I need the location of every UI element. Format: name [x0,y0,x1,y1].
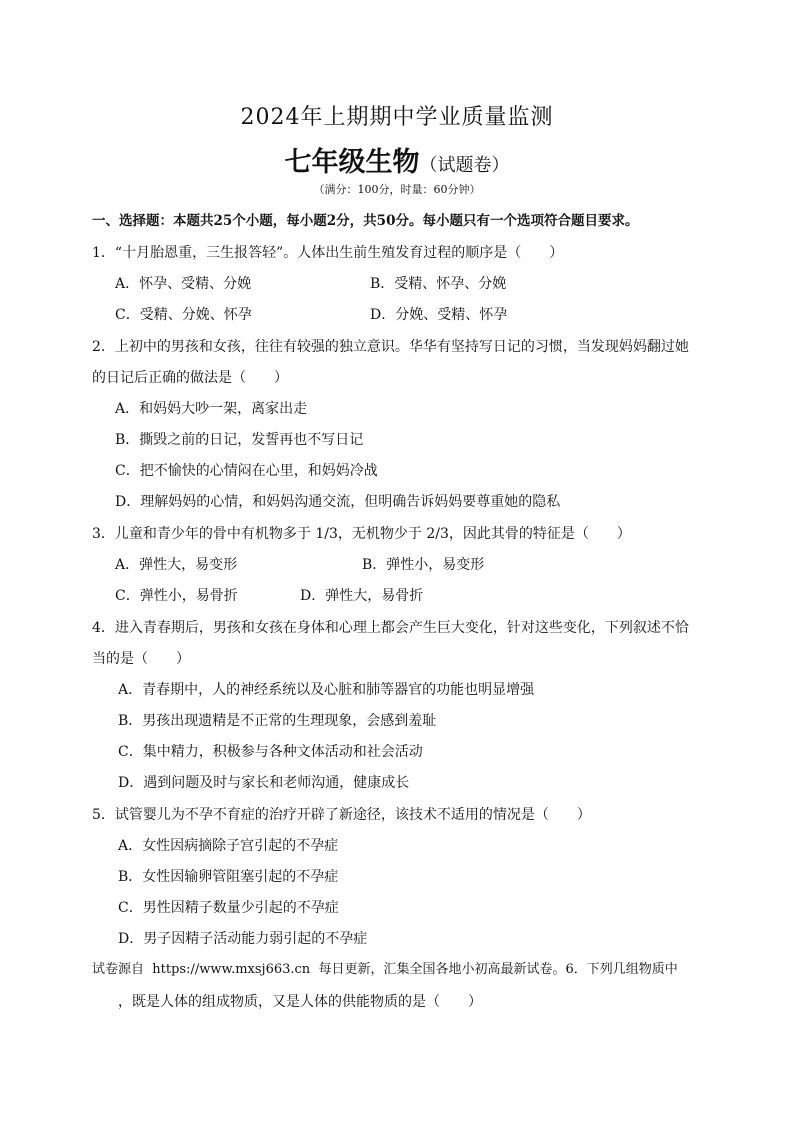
exam-meta: （满分：100分，时量：60分钟） [313,183,481,196]
question-5-stem: 5．试管婴儿为不孕不育症的治疗开辟了新途径，该技术不适用的情况是（ ） [92,807,591,823]
question-4-stem-line1: 4．进入青春期后，男孩和女孩在身体和心理上都会产生巨大变化，针对这些变化，下列叙述不恰 [92,620,689,636]
question-4-stem-line2: 当的是（ ） [92,651,190,667]
source-url[interactable]: https://www.mxsj663.cn [152,962,311,977]
q3-option-b: B．弹性小，易变形 [362,557,485,573]
q2-option-d: D．理解妈妈的心情，和妈妈沟通交流，但明确告诉妈妈要尊重她的隐私 [115,494,561,510]
q4-option-b: B．男孩出现遗精是不正常的生理现象，会感到羞耻 [118,713,437,729]
exam-title: 2024年上期期中学业质量监测 [240,105,554,130]
source-suffix: 每日更新，汇集全国各地小初高最新试卷。6．下列几组物质中 [318,962,678,977]
question-2-stem-line1: 2．上初中的男孩和女孩，往往有较强的独立意识。华华有坚持写日记的习惯，当发现妈妈翻过她 [92,339,689,355]
q3-option-c: C．弹性小，易骨折 [115,588,238,604]
q2-option-b: B．撕毁之前的日记，发誓再也不写日记 [115,432,364,448]
source-note [92,961,678,979]
question-3-stem: 3．儿童和青少年的骨中有机物多于 1/3，无机物少于 2/3，因此其骨的特征是（ ） [92,526,631,542]
q5-option-b: B．女性因输卵管阻塞引起的不孕症 [118,869,339,885]
q2-option-c: C．把不愉快的心情闷在心里，和妈妈冷战 [115,463,378,479]
q1-option-b: B．受精、怀孕、分娩 [370,276,507,292]
q2-option-a: A．和妈妈大吵一架，离家出走 [115,401,308,417]
q1-option-d: D．分娩、受精、怀孕 [370,307,508,323]
q4-option-d: D．遇到问题及时与家长和老师沟通，健康成长 [118,775,410,791]
section-heading: 一、选择题：本题共25个小题，每小题2分，共50分。每小题只有一个选项符合题目要求。 [92,213,639,229]
q3-option-d: D．弹性大，易骨折 [300,588,424,604]
q5-option-c: C．男性因精子数量少引起的不孕症 [118,900,339,916]
question-1-stem: 1．“十月胎恩重，三生报答轻”。人体出生前生殖发育过程的顺序是（ ） [92,245,564,261]
q5-option-d: D．男子因精子活动能力弱引起的不孕症 [118,931,368,947]
question-2-stem-line2: 的日记后正确的做法是（ ） [92,370,288,386]
subject-paren: （试题卷） [419,155,510,176]
q3-option-a: A．弹性大，易变形 [115,557,238,573]
q4-option-c: C．集中精力，积极参与各种文体活动和社会活动 [118,744,423,760]
q5-option-a: A．女性因病摘除子宫引起的不孕症 [118,838,339,854]
question-6-stem-continuation: ，既是人体的组成物质，又是人体的供能物质的是（ ） [118,994,482,1010]
exam-subject-title [0,140,794,179]
q1-option-a: A．怀孕、受精、分娩 [115,276,252,292]
q1-option-c: C．受精、分娩、怀孕 [115,307,252,323]
subject-name: 七年级生物 [284,147,420,178]
source-prefix: 试卷源自 [92,962,145,977]
q4-option-a: A．青春期中，人的神经系统以及心脏和肺等器官的功能也明显增强 [118,682,535,698]
